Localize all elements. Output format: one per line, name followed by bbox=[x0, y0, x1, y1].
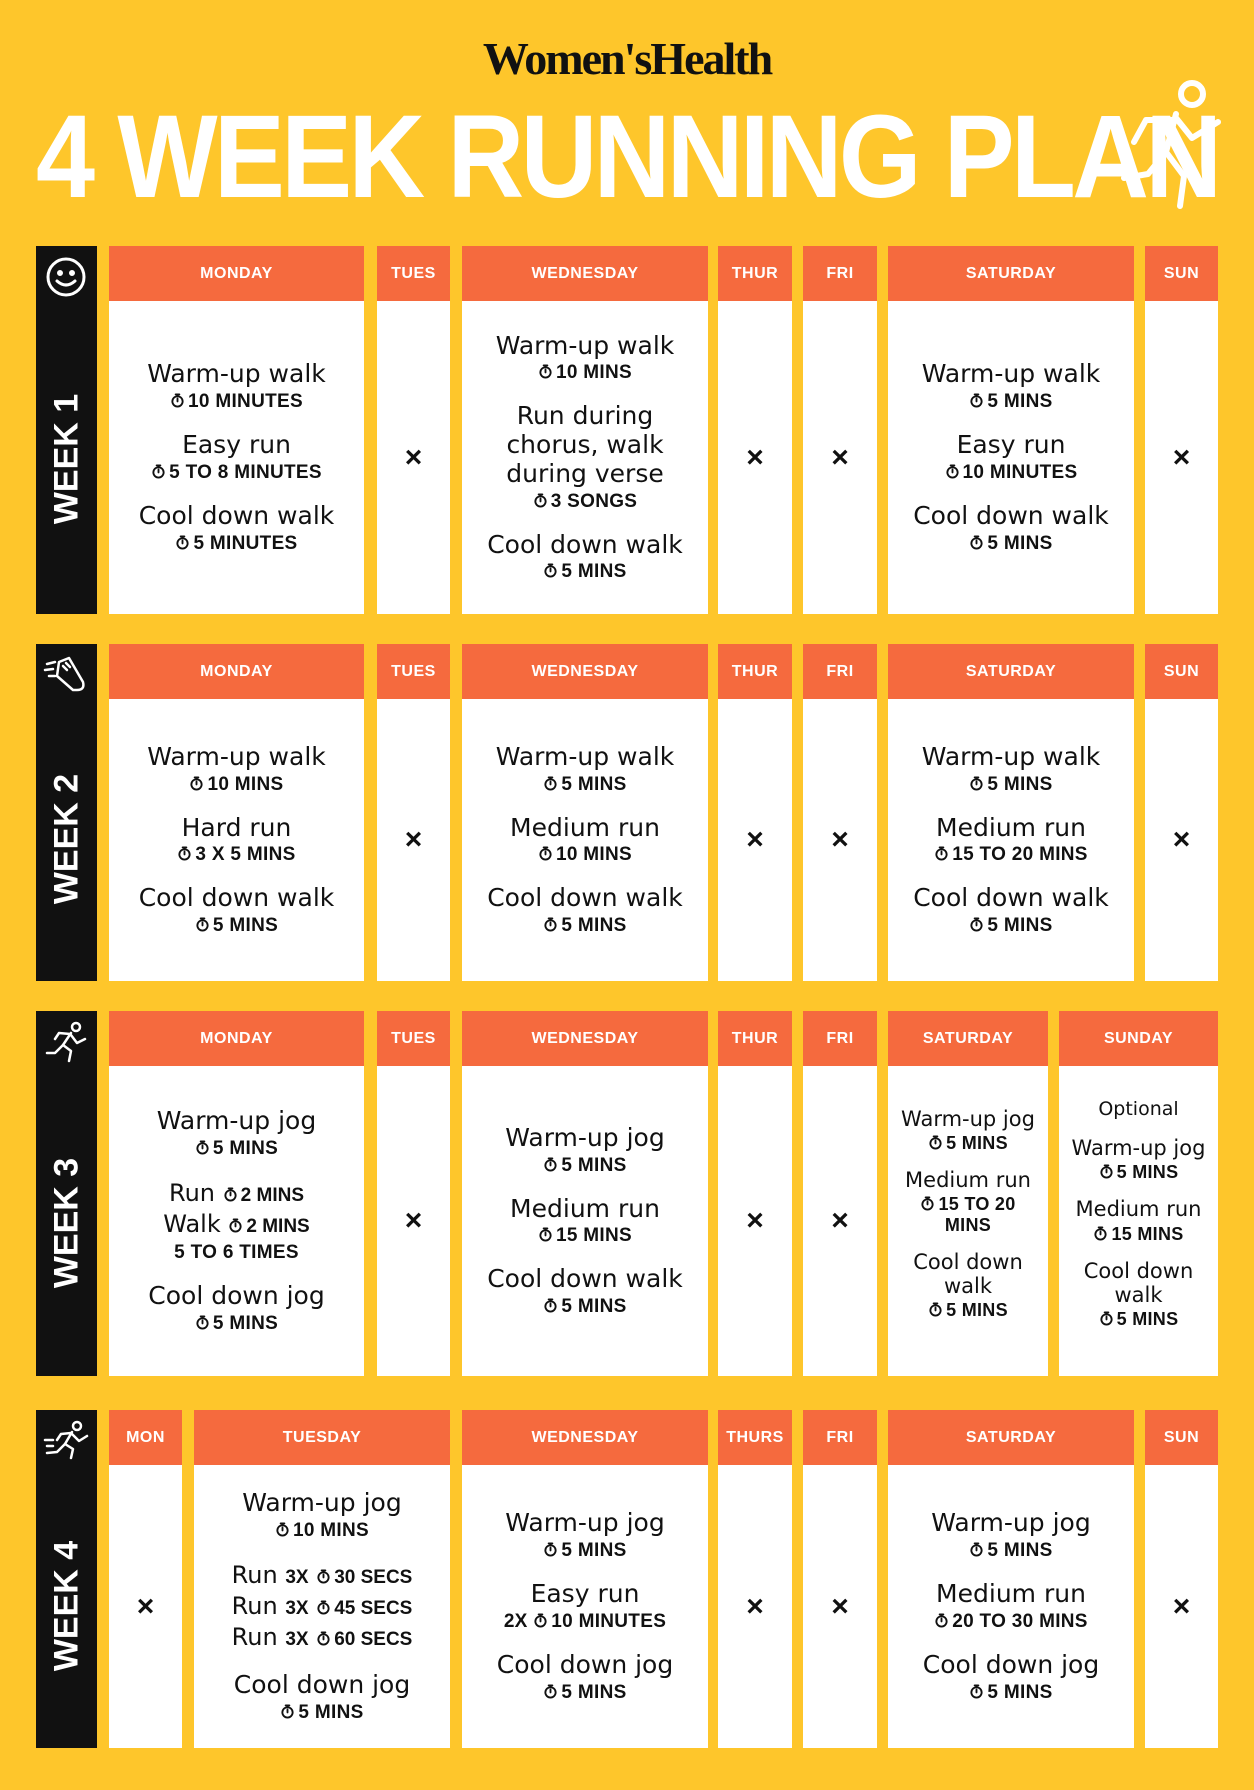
runner-icon bbox=[1118, 78, 1228, 218]
duration: 10 MINUTES bbox=[962, 461, 1078, 483]
rest-day-mark: × bbox=[831, 440, 849, 474]
day-saturday bbox=[888, 644, 1134, 981]
activity: Warm-up jog bbox=[931, 1508, 1091, 1538]
activity: Cool down jog bbox=[496, 1649, 674, 1679]
stopwatch-icon bbox=[969, 534, 984, 550]
day-wednesday bbox=[462, 1011, 708, 1376]
repeat-count: 2X bbox=[503, 1610, 528, 1632]
stopwatch-icon bbox=[969, 1683, 984, 1699]
duration: 5 MINS bbox=[212, 1312, 279, 1334]
day-header: SUNDAY bbox=[1059, 1011, 1218, 1066]
stopwatch-icon bbox=[945, 463, 960, 479]
stopwatch-icon bbox=[920, 1195, 935, 1211]
week-2-label: WEEK 2 bbox=[36, 644, 97, 981]
duration: 10 MINS bbox=[292, 1519, 369, 1541]
stopwatch-icon bbox=[543, 916, 558, 932]
stopwatch-icon bbox=[223, 1179, 238, 1195]
optional-note: Optional bbox=[1098, 1098, 1179, 1121]
duration: 10 MINUTES bbox=[551, 1610, 667, 1632]
day-header: TUES bbox=[377, 644, 450, 699]
stopwatch-icon bbox=[316, 1561, 331, 1577]
duration: 5 MINS bbox=[561, 1540, 627, 1562]
duration: 5 MINS bbox=[561, 1681, 627, 1703]
activity: Warm-up walk bbox=[495, 330, 675, 360]
day-tuesday bbox=[377, 1011, 450, 1376]
sprinter-icon bbox=[43, 1019, 89, 1065]
day-sunday bbox=[1059, 1011, 1218, 1376]
day-friday bbox=[803, 1410, 877, 1748]
rest-day-mark: × bbox=[404, 440, 423, 474]
day-header: MON bbox=[109, 1410, 182, 1465]
activity: Warm-up jog bbox=[242, 1487, 402, 1517]
interval-run: Run 3X 30 SECS bbox=[231, 1560, 413, 1589]
rest-day-mark: × bbox=[831, 823, 849, 856]
day-wednesday bbox=[462, 246, 708, 614]
activity: Medium run bbox=[905, 1167, 1031, 1192]
activity: Cool down walk bbox=[913, 500, 1109, 530]
stopwatch-icon bbox=[1093, 1225, 1108, 1241]
day-wednesday bbox=[462, 1410, 708, 1748]
day-wednesday bbox=[462, 644, 708, 981]
day-header: TUES bbox=[377, 1011, 450, 1066]
rest-day-mark: × bbox=[1172, 1589, 1191, 1623]
duration: 5 MINS bbox=[987, 532, 1053, 554]
day-thursday bbox=[718, 246, 792, 614]
day-thursday bbox=[718, 1011, 792, 1376]
activity: Cool down walk bbox=[487, 883, 683, 913]
stopwatch-icon bbox=[934, 845, 949, 861]
day-monday bbox=[109, 1410, 182, 1748]
day-friday bbox=[803, 246, 877, 614]
activity: Cool down jog bbox=[148, 1281, 325, 1311]
rest-day-mark: × bbox=[746, 440, 764, 474]
activity: Warm-up jog bbox=[505, 1122, 665, 1152]
day-header: WEDNESDAY bbox=[462, 1011, 708, 1066]
day-header: SATURDAY bbox=[888, 1410, 1134, 1465]
page-title: 4 WEEK RUNNING PLAN bbox=[36, 91, 1219, 223]
day-sunday bbox=[1145, 644, 1218, 981]
stopwatch-icon bbox=[969, 916, 984, 932]
duration: 5 MINS bbox=[212, 1137, 279, 1159]
day-monday bbox=[109, 246, 364, 614]
day-header: TUESDAY bbox=[194, 1410, 450, 1465]
week-1 bbox=[36, 246, 1218, 614]
day-header: MONDAY bbox=[109, 246, 364, 301]
stopwatch-icon bbox=[543, 562, 558, 578]
activity: Easy run bbox=[530, 1579, 640, 1609]
activity: Cool down walk bbox=[913, 1250, 1023, 1299]
activity: Easy run bbox=[182, 430, 291, 460]
day-saturday bbox=[888, 1410, 1134, 1748]
rest-day-mark: × bbox=[404, 823, 423, 856]
stopwatch-icon bbox=[316, 1592, 331, 1608]
duration: 10 MINUTES bbox=[188, 391, 303, 413]
duration: 15 MINS bbox=[1111, 1223, 1184, 1244]
repeat-count: 5 TO 6 TIMES bbox=[174, 1242, 299, 1264]
stopwatch-icon bbox=[177, 845, 192, 861]
duration: 5 MINS bbox=[987, 773, 1053, 795]
week-3-label: WEEK 3 bbox=[36, 1011, 97, 1376]
duration: 5 MINS bbox=[298, 1702, 364, 1724]
duration: 5 MINS bbox=[987, 1540, 1053, 1562]
day-header: WEDNESDAY bbox=[462, 1410, 708, 1465]
day-friday bbox=[803, 644, 877, 981]
week-3 bbox=[36, 1011, 1218, 1376]
duration: 15 MINS bbox=[555, 1225, 632, 1247]
activity: Cool down walk bbox=[487, 529, 683, 559]
stopwatch-icon bbox=[228, 1210, 243, 1226]
stopwatch-icon bbox=[969, 775, 984, 791]
activity: Warm-up jog bbox=[1071, 1136, 1206, 1161]
day-header: THUR bbox=[718, 1011, 792, 1066]
stopwatch-icon bbox=[195, 916, 210, 932]
activity: Easy run bbox=[956, 430, 1066, 460]
rest-day-mark: × bbox=[1172, 823, 1191, 856]
day-header: SATURDAY bbox=[888, 1011, 1048, 1066]
speed-runner-icon bbox=[43, 1418, 89, 1464]
duration: 5 MINS bbox=[946, 1300, 1008, 1321]
duration: 5 MINS bbox=[561, 915, 627, 937]
stopwatch-icon bbox=[1099, 1310, 1114, 1326]
duration: 20 TO 30 MINS bbox=[952, 1610, 1088, 1632]
stopwatch-icon bbox=[543, 1156, 558, 1172]
day-header: WEDNESDAY bbox=[462, 246, 708, 301]
interval-run: Run 3X 45 SECS bbox=[231, 1591, 413, 1620]
activity: Cool down walk bbox=[913, 883, 1109, 913]
duration: 5 MINS bbox=[561, 1154, 627, 1176]
stopwatch-icon bbox=[969, 1541, 984, 1557]
activity: Warm-up jog bbox=[901, 1106, 1035, 1131]
rest-day-mark: × bbox=[136, 1589, 155, 1623]
stopwatch-icon bbox=[170, 392, 185, 408]
day-friday bbox=[803, 1011, 877, 1376]
day-thursday bbox=[718, 644, 792, 981]
activity: Hard run bbox=[181, 812, 292, 842]
day-header: THUR bbox=[718, 246, 792, 301]
day-tuesday bbox=[377, 246, 450, 614]
rest-day-mark: × bbox=[746, 823, 764, 856]
activity: Medium run bbox=[936, 812, 1086, 842]
week-1-label: WEEK 1 bbox=[36, 246, 97, 614]
activity: Cool down jog bbox=[922, 1649, 1100, 1679]
duration: 5 MINS bbox=[561, 561, 627, 583]
activity: Medium run bbox=[510, 812, 660, 842]
day-header: SATURDAY bbox=[888, 246, 1134, 301]
day-thursday bbox=[718, 1410, 792, 1748]
duration: 5 MINS bbox=[561, 1296, 627, 1318]
stopwatch-icon bbox=[538, 845, 553, 861]
smiley-icon bbox=[43, 254, 89, 300]
day-tuesday bbox=[194, 1410, 450, 1748]
day-header: SATURDAY bbox=[888, 644, 1134, 699]
day-sunday bbox=[1145, 1410, 1218, 1748]
day-header: SUN bbox=[1145, 246, 1218, 301]
day-monday bbox=[109, 644, 364, 981]
duration: 5 MINS bbox=[946, 1132, 1008, 1153]
activity: Warm-up walk bbox=[147, 359, 326, 389]
rest-day-mark: × bbox=[746, 1204, 764, 1237]
activity: Cool down jog bbox=[233, 1670, 411, 1700]
week-4-label: WEEK 4 bbox=[36, 1410, 97, 1748]
interval-walk: Walk 2 MINS bbox=[163, 1210, 310, 1238]
activity: Warm-up jog bbox=[505, 1508, 665, 1538]
stopwatch-icon bbox=[928, 1301, 943, 1317]
duration: 5 MINS bbox=[987, 391, 1053, 413]
stopwatch-icon bbox=[538, 363, 553, 379]
activity: Warm-up walk bbox=[921, 359, 1101, 389]
day-header: FRI bbox=[803, 644, 877, 699]
stopwatch-icon bbox=[195, 1139, 210, 1155]
duration: 15 TO 20 MINS bbox=[938, 1194, 1016, 1235]
duration: 5 MINS bbox=[987, 915, 1053, 937]
activity: Run during chorus, walk during verse bbox=[506, 401, 664, 488]
duration: 3 SONGS bbox=[550, 490, 638, 512]
day-header: FRI bbox=[803, 1011, 877, 1066]
stopwatch-icon bbox=[928, 1134, 943, 1150]
day-sunday bbox=[1145, 246, 1218, 614]
day-header: SUN bbox=[1145, 644, 1218, 699]
duration: 5 MINS bbox=[987, 1681, 1053, 1703]
day-monday bbox=[109, 1011, 364, 1376]
day-saturday bbox=[888, 1011, 1048, 1376]
rest-day-mark: × bbox=[746, 1589, 764, 1623]
duration: 5 MINS bbox=[561, 773, 627, 795]
stopwatch-icon bbox=[538, 1226, 553, 1242]
activity: Medium run bbox=[936, 1579, 1086, 1609]
day-header: THURS bbox=[718, 1410, 792, 1465]
duration: 5 MINS bbox=[1116, 1308, 1179, 1329]
activity: Medium run bbox=[510, 1193, 660, 1223]
duration: 5 MINS bbox=[1116, 1162, 1179, 1183]
stopwatch-icon bbox=[543, 775, 558, 791]
stopwatch-icon bbox=[543, 1297, 558, 1313]
activity: Cool down walk bbox=[487, 1264, 683, 1294]
stopwatch-icon bbox=[543, 1541, 558, 1557]
stopwatch-icon bbox=[151, 463, 166, 479]
duration: 3 X 5 MINS bbox=[195, 844, 296, 866]
day-header: SUN bbox=[1145, 1410, 1218, 1465]
stopwatch-icon bbox=[189, 775, 204, 791]
activity: Cool down walk bbox=[138, 883, 335, 913]
day-header: WEDNESDAY bbox=[462, 644, 708, 699]
interval-run: Run 3X 60 SECS bbox=[231, 1623, 413, 1652]
duration: 10 MINS bbox=[555, 362, 632, 384]
day-header: MONDAY bbox=[109, 1011, 364, 1066]
stopwatch-icon bbox=[1099, 1163, 1114, 1179]
stopwatch-icon bbox=[316, 1623, 331, 1639]
rest-day-mark: × bbox=[404, 1204, 423, 1237]
duration: 15 TO 20 MINS bbox=[952, 844, 1088, 866]
duration: 10 MINS bbox=[207, 773, 284, 795]
running-shoe-icon bbox=[43, 652, 89, 698]
stopwatch-icon bbox=[533, 492, 548, 508]
rest-day-mark: × bbox=[831, 1589, 849, 1623]
activity: Warm-up walk bbox=[921, 741, 1101, 771]
stopwatch-icon bbox=[275, 1521, 290, 1537]
stopwatch-icon bbox=[280, 1703, 295, 1719]
duration: 5 MINS bbox=[212, 915, 279, 937]
activity: Warm-up jog bbox=[156, 1106, 317, 1136]
stopwatch-icon bbox=[934, 1612, 949, 1628]
stopwatch-icon bbox=[175, 534, 190, 550]
day-saturday bbox=[888, 246, 1134, 614]
week-2 bbox=[36, 644, 1218, 981]
brand-logo: Women'sHealth bbox=[482, 33, 772, 84]
day-header: MONDAY bbox=[109, 644, 364, 699]
activity: Medium run bbox=[1075, 1197, 1202, 1222]
stopwatch-icon bbox=[969, 392, 984, 408]
day-tuesday bbox=[377, 644, 450, 981]
week-4 bbox=[36, 1410, 1218, 1748]
day-header: THUR bbox=[718, 644, 792, 699]
activity: Warm-up walk bbox=[147, 741, 326, 771]
stopwatch-icon bbox=[533, 1612, 548, 1628]
duration: 5 TO 8 MINUTES bbox=[169, 461, 322, 483]
duration: 5 MINUTES bbox=[193, 532, 298, 554]
activity: Cool down walk bbox=[1083, 1258, 1194, 1307]
duration: 10 MINS bbox=[555, 844, 632, 866]
stopwatch-icon bbox=[543, 1683, 558, 1699]
activity: Warm-up walk bbox=[495, 741, 675, 771]
activity: Cool down walk bbox=[138, 500, 335, 530]
rest-day-mark: × bbox=[1172, 440, 1191, 474]
day-header: FRI bbox=[803, 246, 877, 301]
day-header: FRI bbox=[803, 1410, 877, 1465]
rest-day-mark: × bbox=[831, 1204, 849, 1237]
day-header: TUES bbox=[377, 246, 450, 301]
interval-run: Run 2 MINS bbox=[168, 1178, 305, 1207]
stopwatch-icon bbox=[195, 1314, 210, 1330]
